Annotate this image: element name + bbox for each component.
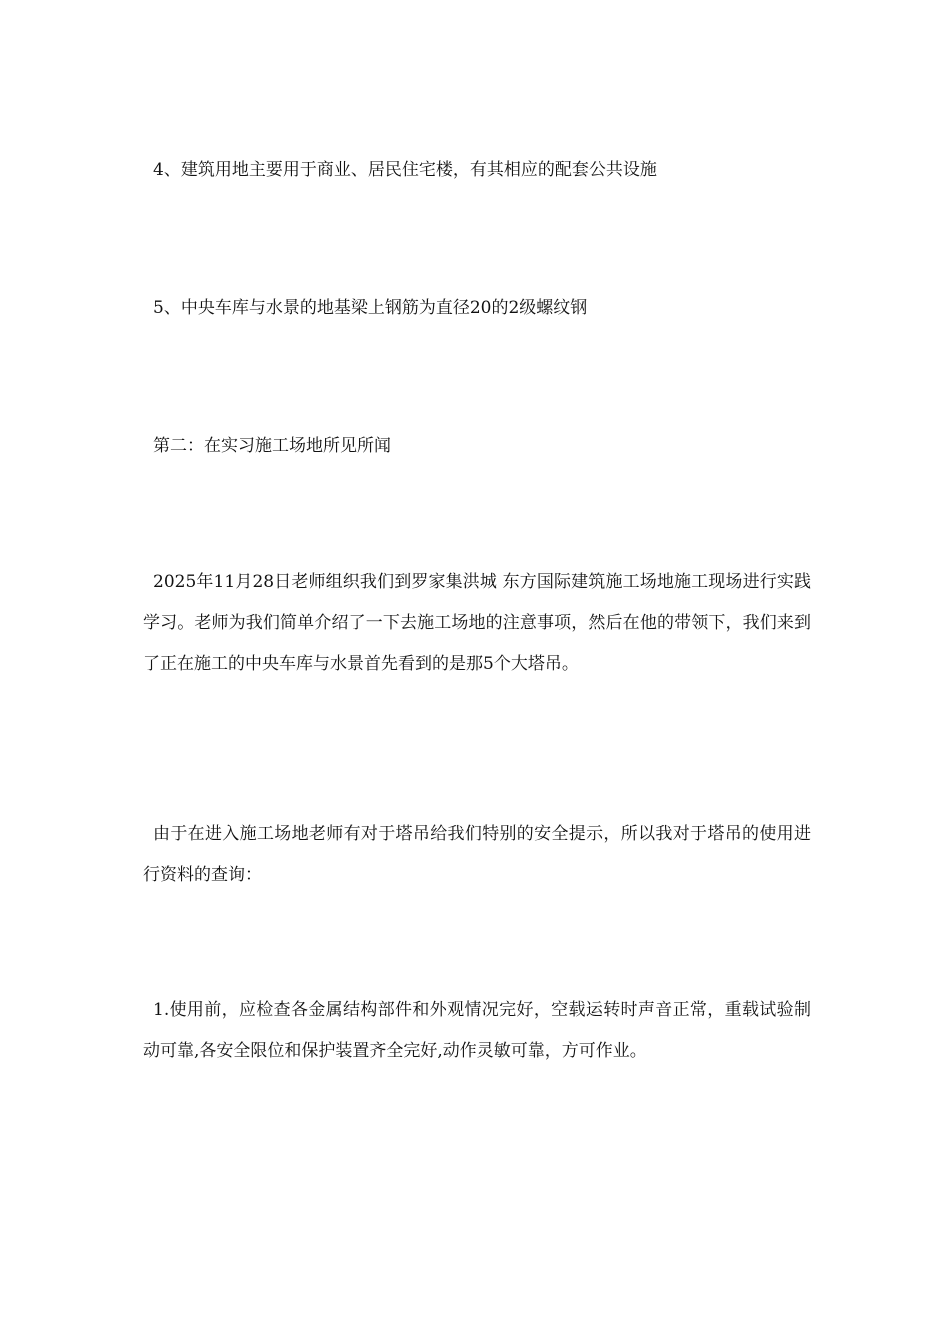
paragraph-item-4: 4、建筑用地主要用于商业、居民住宅楼，有其相应的配套公共设施 [153, 160, 657, 180]
paragraph-tower-crane-intro: 由于在进入施工场地老师有对于塔吊给我们特别的安全提示，所以我对于塔吊的使用进行资料的查询： [143, 824, 811, 885]
paragraph-item-5: 5、中央车库与水景的地基梁上钢筋为直径20的2级螺纹钢 [153, 298, 588, 318]
paragraph-rule-1: 1.使用前，应检查各金属结构部件和外观情况完好，空载运转时声音正常，重载试验制动可靠,各安全限位和保护装置齐全完好,动作灵敏可靠，方可作业。 [143, 1000, 811, 1061]
paragraph-field-trip: 2025年11月28日老师组织我们到罗家集洪城 东方国际建筑施工场地施工现场进行实践学习。老师为我们简单介绍了一下去施工场地的注意事项，然后在他的带领下，我们来到了正在施工的中央车库与水景首先看到的是那5个大塔吊。 [143, 572, 811, 674]
section-heading: 第二：在实习施工场地所见所闻 [153, 436, 391, 456]
